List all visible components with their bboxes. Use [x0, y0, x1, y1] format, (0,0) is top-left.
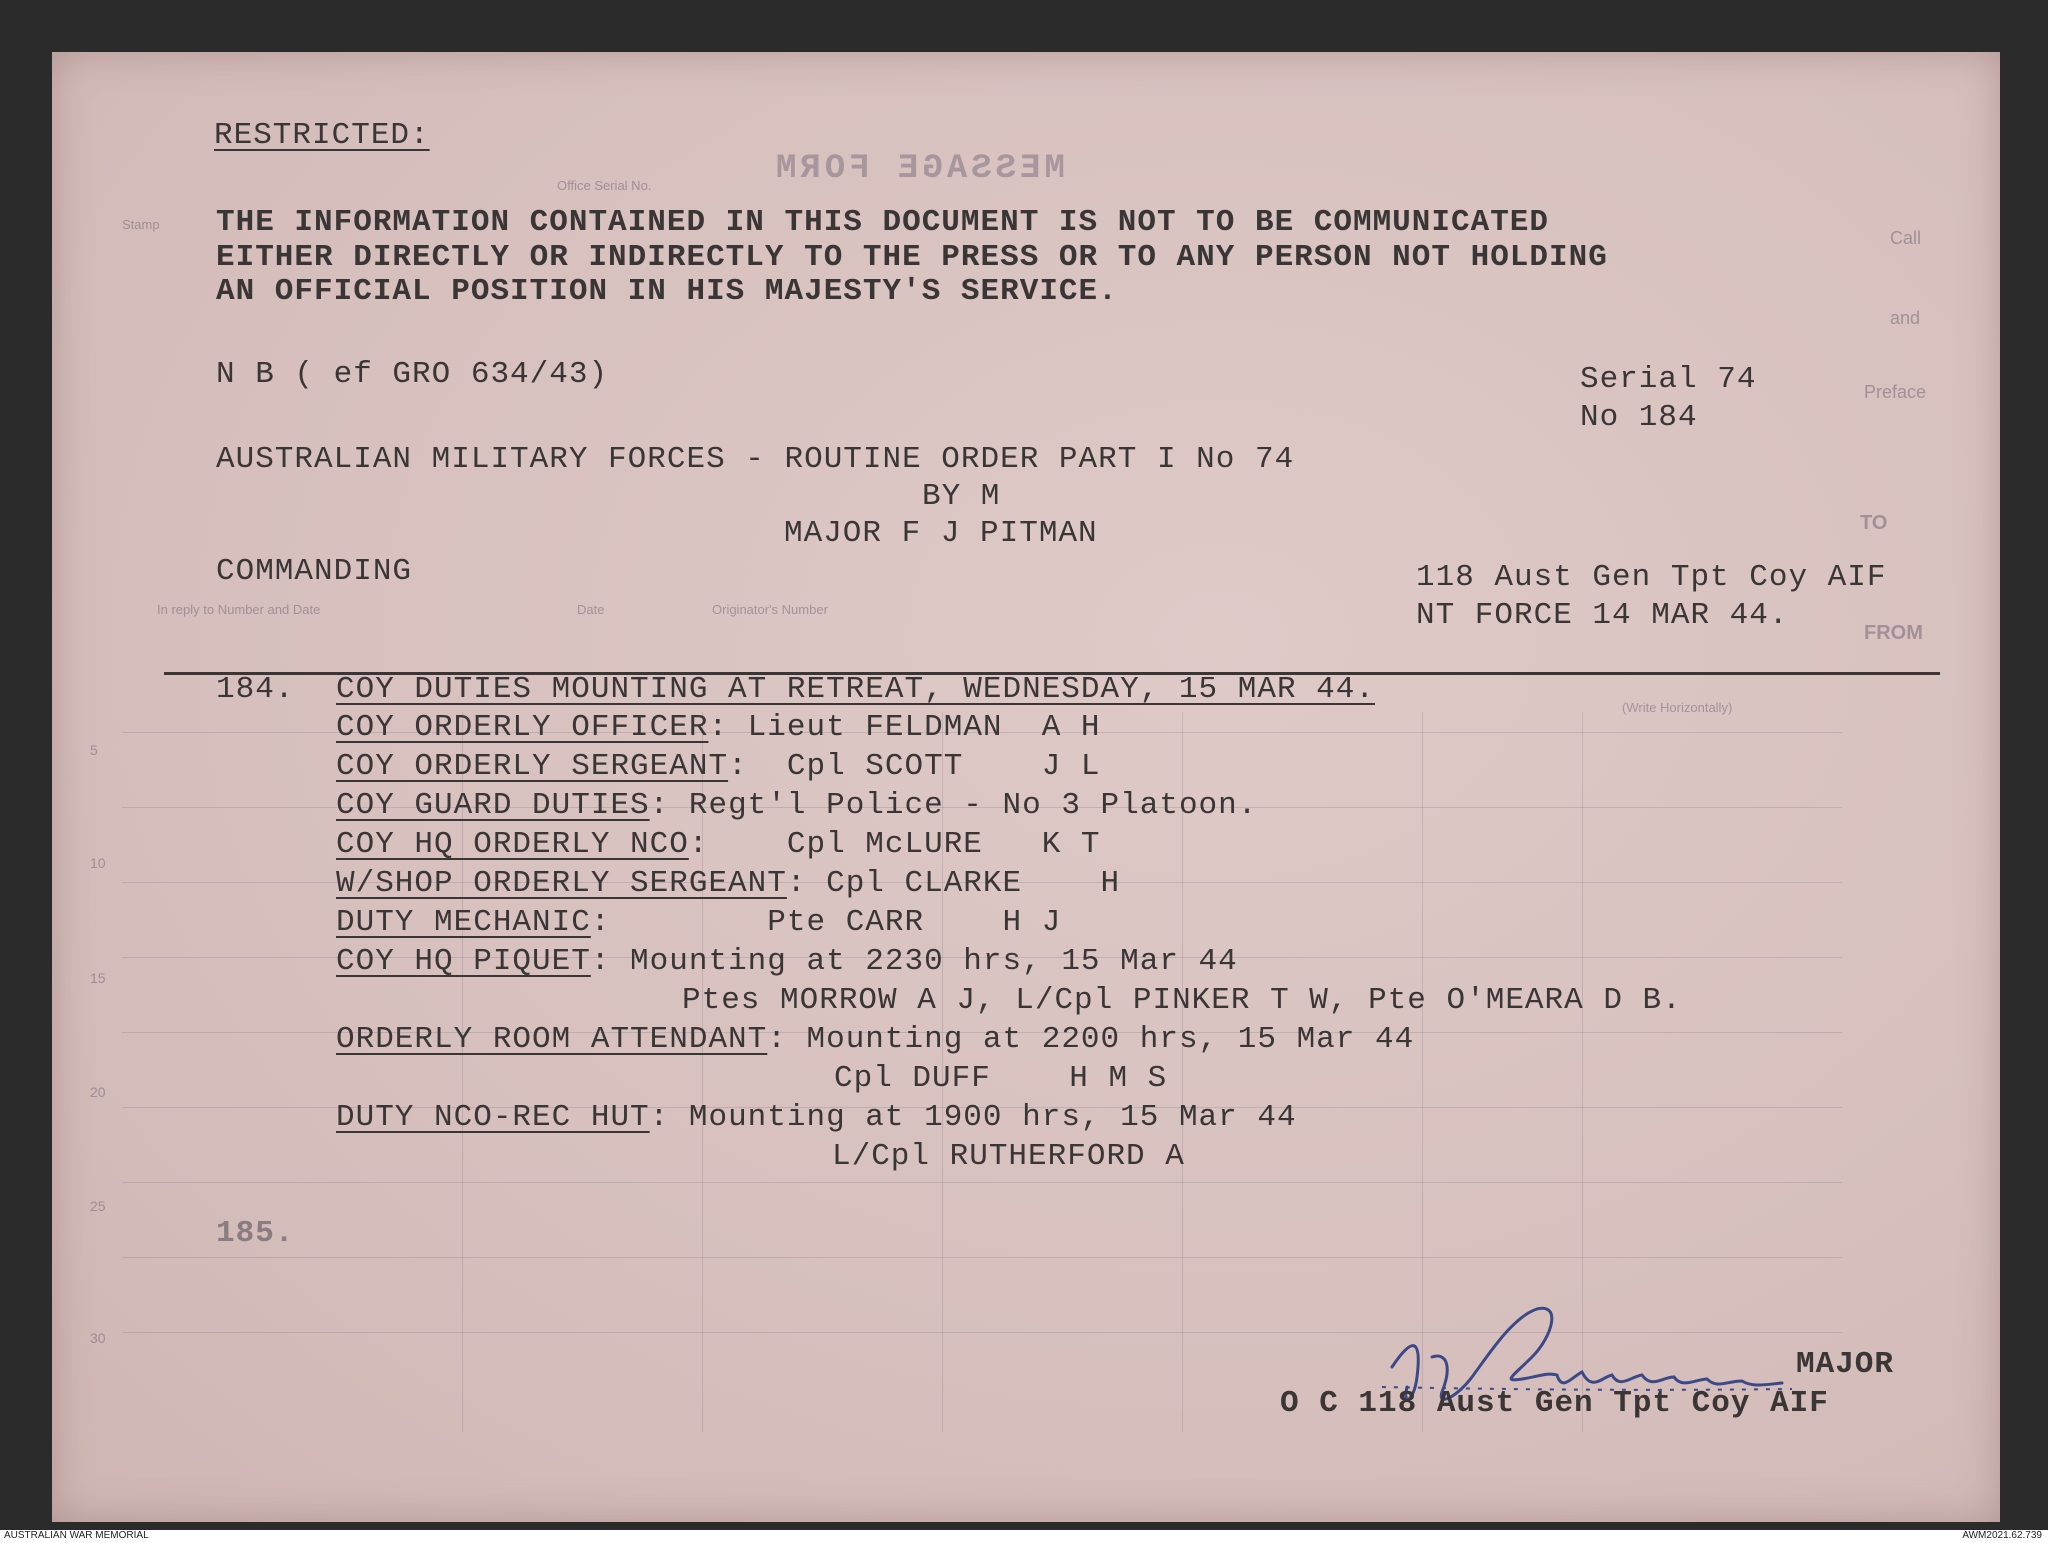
piquet-names: Ptes MORROW A J, L/Cpl PINKER T W, Pte O'MEARA D B.: [682, 983, 1682, 1018]
signature-rank: MAJOR: [1796, 1347, 1895, 1382]
duty-detail: Lieut FELDMAN A H: [728, 710, 1101, 745]
form-preface: Preface: [1864, 382, 1927, 402]
footer-accession-number: AWM2021.62.739: [1962, 1530, 2042, 1541]
duty-nco-name: L/Cpl RUTHERFORD A: [832, 1139, 1185, 1174]
form-and: and: [1890, 308, 1921, 328]
duty-detail: Mounting at 2200 hrs, 15 Mar 44: [786, 1022, 1415, 1057]
duty-row: COY GUARD DUTIES: Regt'l Police - No 3 Platoon.: [336, 788, 1258, 823]
form-grid-line: [122, 1257, 1842, 1258]
form-originator: Originator's Number: [712, 602, 828, 617]
duty-row: DUTY NCO-REC HUT: Mounting at 1900 hrs, 15 Mar 44: [336, 1100, 1297, 1135]
notice-line: THE INFORMATION CONTAINED IN THIS DOCUMENT IS NOT TO BE COMMUNICATED: [216, 205, 1550, 240]
form-line-number: 10: [90, 855, 106, 871]
form-from: FROM: [1864, 622, 1923, 644]
footer-bar: [0, 1530, 2048, 1543]
form-reply-to: In reply to Number and Date: [157, 602, 321, 617]
duty-row: DUTY MECHANIC: Pte CARR H J: [336, 905, 1062, 940]
form-line-number: 25: [90, 1198, 106, 1214]
order-by: BY M: [922, 479, 1001, 514]
serial-label: Serial 74: [1580, 362, 1757, 397]
nb-reference: N B ( ef GRO 634/43): [216, 357, 609, 392]
duty-row: COY HQ PIQUET: Mounting at 2230 hrs, 15 Mar 44: [336, 944, 1238, 979]
duty-detail: Pte CARR H J: [610, 905, 1062, 940]
unit-location-date: NT FORCE 14 MAR 44.: [1416, 598, 1789, 633]
duty-detail: Mounting at 1900 hrs, 15 Mar 44: [669, 1100, 1297, 1135]
duty-row: COY ORDERLY OFFICER: Lieut FELDMAN A H: [336, 710, 1101, 745]
duty-role: DUTY NCO-REC HUT: [336, 1100, 650, 1135]
duty-detail: Cpl CLARKE H: [806, 866, 1121, 901]
signature-unit-line: O C 118 Aust Gen Tpt Coy AIF: [1280, 1386, 1829, 1421]
order-number: 184.: [216, 672, 295, 707]
duty-detail: Mounting at 2230 hrs, 15 Mar 44: [610, 944, 1238, 979]
duty-role: COY HQ ORDERLY NCO: [336, 827, 689, 862]
form-office-serial: Office Serial No.: [557, 178, 652, 193]
document-sheet: [52, 52, 2000, 1522]
form-line-number: 30: [90, 1330, 106, 1346]
duty-detail: Regt'l Police - No 3 Platoon.: [669, 788, 1258, 823]
duty-role: COY HQ PIQUET: [336, 944, 591, 979]
form-to: TO: [1860, 512, 1888, 534]
footer-institution: AUSTRALIAN WAR MEMORIAL: [4, 1530, 149, 1541]
order-title: AUSTRALIAN MILITARY FORCES - ROUTINE ORDER PART I No 74: [216, 442, 1295, 477]
duty-detail: Cpl McLURE K T: [708, 827, 1101, 862]
duty-row: ORDERLY ROOM ATTENDANT: Mounting at 2200 hrs, 15 Mar 44: [336, 1022, 1415, 1057]
form-grid-line: [122, 1182, 1842, 1183]
commanding-label: COMMANDING: [216, 554, 413, 589]
form-line-number: 5: [90, 742, 98, 758]
unit-name: 118 Aust Gen Tpt Coy AIF: [1416, 560, 1887, 595]
duty-role: DUTY MECHANIC: [336, 905, 591, 940]
form-call: Call: [1890, 228, 1922, 248]
duty-role: COY ORDERLY OFFICER: [336, 710, 709, 745]
form-title-ghost: MESSAGE FORM: [772, 150, 1065, 188]
duty-row: COY HQ ORDERLY NCO: Cpl McLURE K T: [336, 827, 1101, 862]
duty-role: COY GUARD DUTIES: [336, 788, 650, 823]
duty-detail: Cpl SCOTT J L: [747, 749, 1101, 784]
form-stamp: Stamp: [122, 217, 160, 232]
duty-role: COY ORDERLY SERGEANT: [336, 749, 729, 784]
form-line-number: 20: [90, 1084, 106, 1100]
restricted-label: RESTRICTED:: [214, 118, 430, 153]
commanding-officer: MAJOR F J PITMAN: [784, 516, 1098, 551]
form-write-horizontally: (Write Horizontally): [1622, 700, 1733, 715]
order-heading: COY DUTIES MOUNTING AT RETREAT, WEDNESDAY, 15 MAR 44.: [336, 672, 1375, 707]
notice-line: EITHER DIRECTLY OR INDIRECTLY TO THE PRESS OR TO ANY PERSON NOT HOLDING: [216, 240, 1608, 275]
orderly-room-name: Cpl DUFF H M S: [834, 1061, 1168, 1096]
form-date: Date: [577, 602, 605, 617]
next-order-number: 185.: [216, 1216, 295, 1251]
serial-number: No 184: [1580, 400, 1698, 435]
form-line-number: 15: [90, 970, 106, 986]
duty-row: COY ORDERLY SERGEANT: Cpl SCOTT J L: [336, 749, 1101, 784]
notice-line: AN OFFICIAL POSITION IN HIS MAJESTY'S SERVICE.: [216, 274, 1118, 309]
duty-role: ORDERLY ROOM ATTENDANT: [336, 1022, 768, 1057]
duty-row: W/SHOP ORDERLY SERGEANT: Cpl CLARKE H: [336, 866, 1121, 901]
duty-role: W/SHOP ORDERLY SERGEANT: [336, 866, 787, 901]
